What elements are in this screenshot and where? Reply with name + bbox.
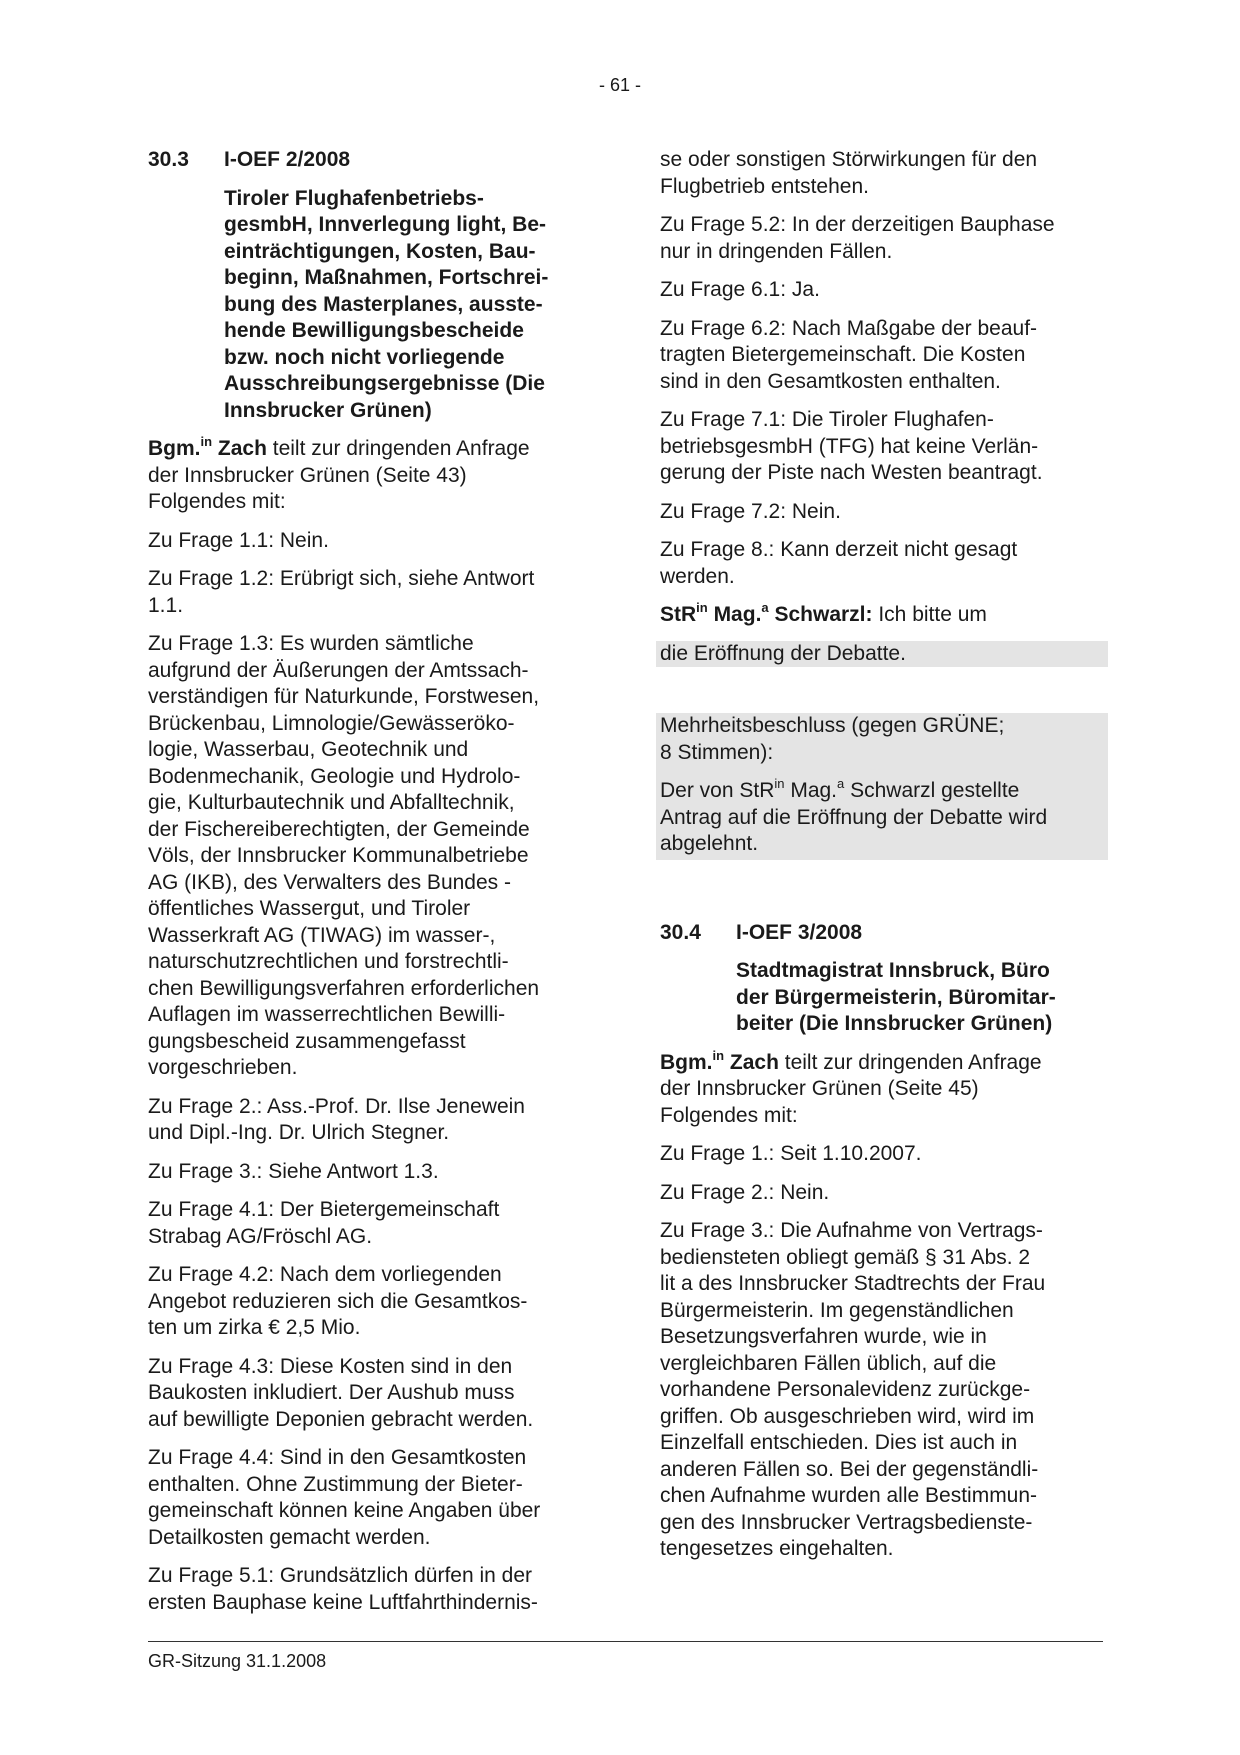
motion-paragraph <box>660 602 1108 629</box>
answer-paragraph: Zu Frage 4.3: Diese Kosten sind in den Baukosten inkludiert. Der Aushub muss auf bewilligte Deponien gebracht werden. <box>148 1354 534 1431</box>
speaker-title: Bgm. <box>148 437 201 460</box>
answer-paragraph: Zu Frage 5.1: Grundsätzlich dürfen in der ersten Bauphase keine Luftfahrthindernis- <box>148 1564 538 1614</box>
right-column <box>660 147 1108 1575</box>
answer-paragraph: Zu Frage 4.2: Nach dem vorliegenden Angebot reduzieren sich die Gesamtkos- ten um zirka € 2,5 Mio. <box>148 1263 528 1339</box>
resolution-text-a: Der von StR <box>660 779 775 802</box>
answer-paragraph: Zu Frage 6.1: Ja. <box>660 278 820 301</box>
resolution-text-c: Schwarzl gestellte Antrag auf die Eröffnung der Debatte wird abgelehnt. <box>660 779 1048 855</box>
resolution-text-a-sup: in <box>774 776 785 791</box>
answer-paragraph: Zu Frage 1.3: Es wurden sämtliche aufgrund der Äußerungen der Amtssach- verständigen für Naturkunde, Forstwesen, Brückenbau, Limnologie/Gewässerökо- logie, Wasserbau, Geotechnik und Bodenmechanik, Geologie und Hydrolo- gie, Kulturbautechnik und Abfalltechnik, der Fischereiberechtigten, der Gemeinde Völs, der Innsbrucker Kommunalbetriebe AG (IKB), des Verwalters des Bundes - öffentliches Wassergut, und Tiroler Wasserkraft AG (TIWAG) im wasser-, naturschutzrechtlichen und forstrechtli- chen Bewilligungsverfahren erforderlichen Auflagen im wasserrechtlichen Bewilli- gungsbescheid zusammengefasst vorgeschrieben. <box>148 632 540 1079</box>
answer-paragraph: Zu Frage 2.: Ass.-Prof. Dr. Ilse Jenewein und Dipl.-Ing. Dr. Ulrich Stegner. <box>148 1094 525 1144</box>
answer-paragraph: Zu Frage 1.1: Nein. <box>148 528 329 552</box>
answer-paragraph: Zu Frage 2.: Nein. <box>660 1180 830 1204</box>
page-number: - 61 - <box>598 75 641 95</box>
answer-paragraph: Zu Frage 8.: Kann derzeit nicht gesagt werden. <box>660 538 1018 588</box>
answer-paragraph: Zu Frage 1.: Seit 1.10.2007. <box>660 1142 922 1165</box>
answer-paragraph: se oder sonstigen Störwirkungen für den Flugbetrieb entstehen. <box>660 148 1038 198</box>
speaker-name: Zach <box>729 1050 779 1074</box>
intro-paragraph <box>660 1047 1108 1130</box>
answer-paragraph: Zu Frage 6.2: Nach Maßgabe der beauf- tragten Bietergemeinschaft. Die Kosten sind in den Gesamtkosten enthalten. <box>660 316 1038 393</box>
speaker-title-sup: in <box>200 434 213 449</box>
answer-paragraph: Zu Frage 5.2: In der derzeitigen Bauphase nur in dringenden Fällen. <box>660 213 1055 263</box>
answer-paragraph: Zu Frage 1.2: Erübrigt sich, siehe Antwort 1.1. <box>148 567 535 617</box>
section-title: Stadtmagistrat Innsbruck, Büro der Bürgermeisterin, Büromitar- beiter (Die Innsbrucker Grünen) <box>736 959 1056 1035</box>
resolution-text <box>660 778 1104 858</box>
motion-continued: die Eröffnung der Debatte. <box>656 641 1108 668</box>
footer-text: GR-Sitzung 31.1.2008 <box>148 1651 327 1671</box>
answer-paragraph: Zu Frage 3.: Siehe Antwort 1.3. <box>148 1159 439 1183</box>
resolution-text-b: Mag. <box>784 779 838 802</box>
intro-text: teilt zur dringenden Anfrage der Innsbrucker Grünen (Seite 43) Folgendes mit: <box>148 437 530 513</box>
resolution-box <box>656 713 1108 860</box>
motion-speaker-sup: in <box>696 600 708 615</box>
resolution-text-b-sup: a <box>837 776 845 791</box>
section-number: 30.3 <box>148 148 189 171</box>
section-number: 30.4 <box>660 920 701 944</box>
answer-paragraph: Zu Frage 4.1: Der Bietergemeinschaft Strabag AG/Fröschl AG. <box>148 1198 500 1248</box>
answer-paragraph: Zu Frage 7.2: Nein. <box>660 499 841 523</box>
motion-speaker-title: Mag. <box>707 603 762 626</box>
footer-divider <box>148 1641 1103 1642</box>
speaker-title-sup: in <box>712 1047 725 1063</box>
section-code: I-OEF 3/2008 <box>736 920 863 944</box>
speaker-title: Bgm. <box>660 1050 713 1074</box>
intro-text: teilt zur dringenden Anfrage der Innsbrucker Grünen (Seite 45) Folgendes mit: <box>660 1050 1042 1127</box>
section-code: I-OEF 2/2008 <box>224 148 351 171</box>
left-column <box>148 147 593 1628</box>
section-heading <box>660 920 1108 947</box>
intro-paragraph <box>148 436 593 516</box>
speaker-name: Zach <box>217 437 267 460</box>
motion-speaker-title-sup: a <box>761 600 769 615</box>
motion-speaker: StR <box>660 603 697 626</box>
section-title: Tiroler Flughafenbetriebs- gesmbH, Innverlegung light, Be- einträchtigungen, Kosten, Bau- beginn, Maßnahmen, Fortschrei- bung des Masterplanes, ausste- hende Bewilligungsbescheide bzw. noch nicht vorliegende Ausschreibungsergebnisse (Die Innsbrucker Grünen) <box>224 186 549 422</box>
motion-text: Ich bitte um <box>872 603 987 626</box>
answer-paragraph: Zu Frage 4.4: Sind in den Gesamtkosten enthalten. Ohne Zustimmung der Bieter- gemeinschaft können keine Angaben über Detailkosten gemacht werden. <box>148 1446 541 1549</box>
section-heading <box>148 147 593 174</box>
motion-speaker-name: Schwarzl: <box>768 603 873 626</box>
resolution-title: Mehrheitsbeschluss (gegen GRÜNE; 8 Stimmen): <box>660 714 1005 764</box>
answer-paragraph: Zu Frage 7.1: Die Tiroler Flughafen- betriebsgesmbH (TFG) hat keine Verlän- gerung der Piste nach Westen beantragt. <box>660 408 1043 484</box>
answer-paragraph: Zu Frage 3.: Die Aufnahme von Vertrags- bediensteten obliegt gemäß § 31 Abs. 2 lit a des Innsbrucker Stadtrechts der Frau Bürgermeisterin. Im gegenständlichen Besetzungsverfahren wurde, wie in vergleichbaren Fällen üblich, auf die vorhandene Personalevidenz zurückge- griffen. Ob ausgeschrieben wird, wird im Einzelfall entschieden. Dies ist auch in anderen Fällen so. Bei der gegenständli- chen Aufnahme wurden alle Bestimmun- gen des Innsbrucker Vertragsbedienste- tengesetzes eingehalten. <box>660 1219 1046 1560</box>
